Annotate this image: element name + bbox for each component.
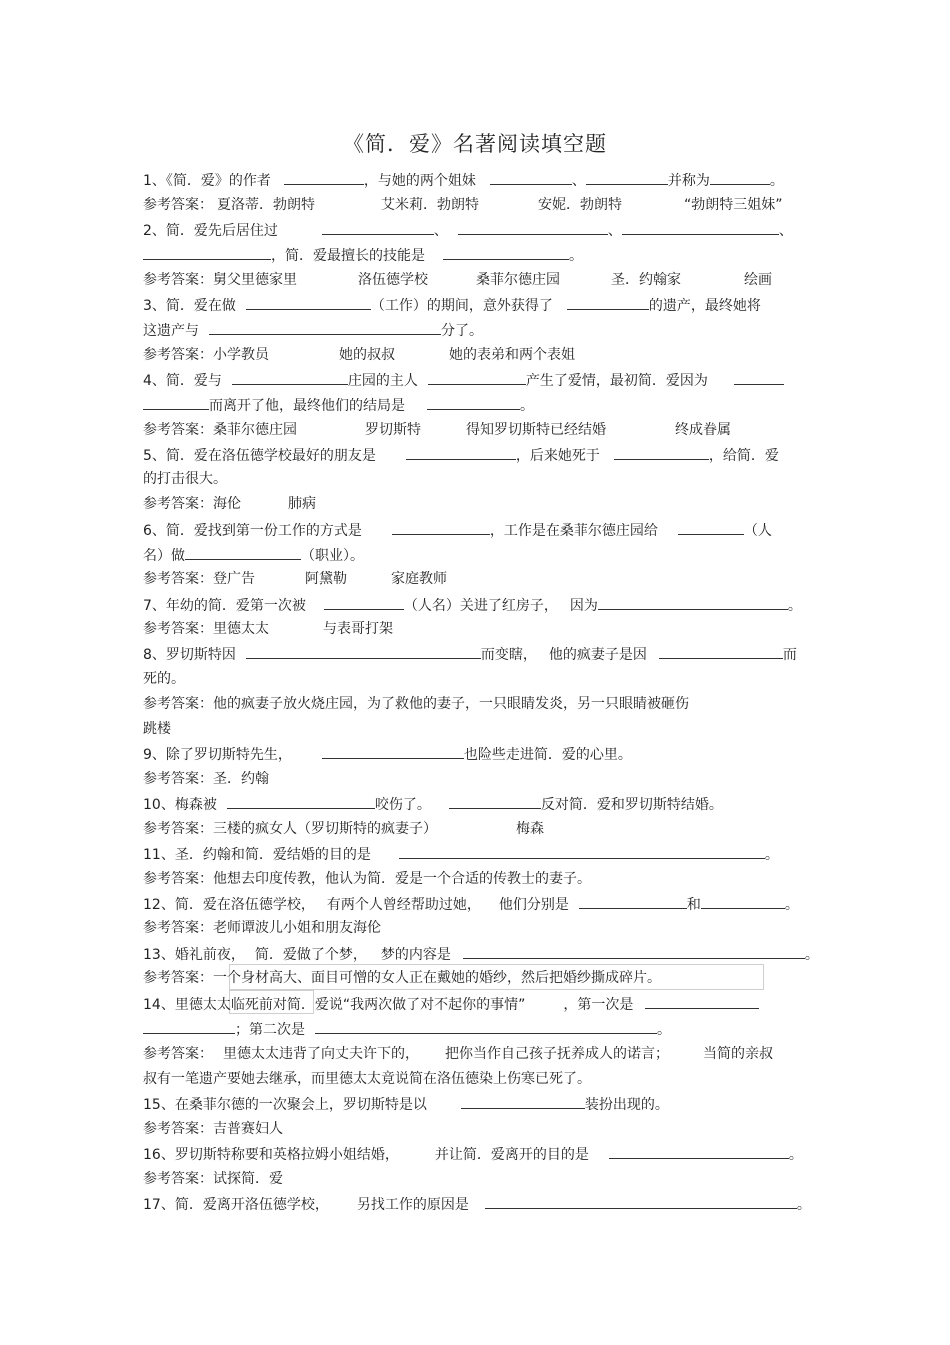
q4-blank-reason-cont[interactable] <box>143 395 209 410</box>
q12-text: 。 <box>784 897 799 913</box>
q6-text: ，工作是在桑菲尔德庄园给 <box>489 523 658 539</box>
answer-label: 参考答案： <box>143 496 213 512</box>
answer-item: 阿黛勒 <box>305 571 347 587</box>
q15-text: 15、在桑菲尔德的一次聚会上，罗切斯特是以 <box>143 1097 427 1113</box>
q8-text: 他的疯妻子是因 <box>548 647 647 663</box>
q3-text: （工作）的期间，意外获得了 <box>370 298 553 314</box>
q8-blank-death[interactable] <box>659 644 783 659</box>
q6-text: 6、简．爱找到第一份工作的方式是 <box>143 523 362 539</box>
q8-blank-blind[interactable] <box>246 644 481 659</box>
answer-item: 海伦 <box>213 496 241 512</box>
answer-7 <box>143 619 393 639</box>
q10-text: 10、梅森被 <box>143 797 217 813</box>
q11-blank-purpose[interactable] <box>399 844 765 859</box>
question-4-cont <box>143 395 534 416</box>
answer-8-cont <box>143 719 171 739</box>
answer-item: 肺病 <box>288 496 316 512</box>
answer-item: 吉普赛妇人 <box>213 1121 283 1137</box>
q15-text: 装扮出现的。 <box>584 1097 669 1113</box>
answer-16 <box>143 1169 283 1189</box>
answer-label: 参考答案： <box>143 920 213 936</box>
question-9 <box>143 744 632 765</box>
answer-item: 桑菲尔德庄园 <box>476 272 560 288</box>
q1-text: 并称为 <box>667 173 710 189</box>
answer-10 <box>143 819 544 839</box>
q8-text: 死的。 <box>143 671 185 687</box>
answer-11 <box>143 869 591 889</box>
q8-text: 而变瞎， <box>480 647 537 663</box>
q4-text: 。 <box>520 398 534 414</box>
q4-text: 4、简．爱与 <box>143 373 222 389</box>
question-2-cont <box>143 245 583 266</box>
q7-text: 因为 <box>569 598 598 614</box>
q2-text: 、 <box>607 223 622 239</box>
answer-item: 绘画 <box>744 272 772 288</box>
q4-blank-ending[interactable] <box>427 395 520 410</box>
question-6-cont <box>143 545 364 566</box>
q13-text: 梦的内容是 <box>380 947 451 963</box>
question-13 <box>143 944 819 965</box>
answer-item: 梅森 <box>516 821 544 837</box>
q10-text: 咬伤了。 <box>374 797 431 813</box>
q2-blank-1[interactable] <box>322 220 434 235</box>
q2-text: 。 <box>569 248 583 264</box>
q11-text: 11、圣．约翰和简．爱结婚的目的是 <box>143 847 371 863</box>
question-5 <box>143 445 779 466</box>
q16-text: 。 <box>788 1147 803 1163</box>
answer-13 <box>143 968 661 988</box>
answer-item: 洛伍德学校 <box>358 272 428 288</box>
answer-item: 把你当作自己孩子抚养成人的诺言； <box>445 1046 669 1062</box>
q13-text: 简．爱做了个梦， <box>254 947 367 963</box>
q2-blank-3[interactable] <box>622 220 779 235</box>
q14-blank-1[interactable] <box>645 994 759 1009</box>
answer-label: 参考答案： <box>143 621 213 637</box>
q3-text: 分了。 <box>441 323 483 339</box>
answer-5 <box>143 494 316 514</box>
q12-blank-1[interactable] <box>579 894 687 909</box>
q4-text: 而离开了他，最终他们的结局是 <box>209 398 405 414</box>
q6-blank-job[interactable] <box>185 545 301 560</box>
q1-text: 1、《简．爱》的作者 <box>143 173 271 189</box>
q16-text: 并让简．爱离开的目的是 <box>434 1147 589 1163</box>
answer-item: 桑菲尔德庄园 <box>213 422 297 438</box>
answer-item: 三楼的疯女人（罗切斯特的疯妻子） <box>213 821 437 837</box>
answer-item: 终成眷属 <box>675 422 731 438</box>
answer-label: 参考答案： <box>143 871 213 887</box>
q1-blank-sister1[interactable] <box>490 170 572 185</box>
q14-text: ；第二次是 <box>235 1022 305 1038</box>
answer-label: 参考答案： <box>143 422 213 438</box>
q7-blank-reason[interactable] <box>598 595 788 610</box>
q9-text: 也险些走进简．爱的心里。 <box>463 747 632 763</box>
answer-item: 夏洛蒂．勃朗特 <box>217 197 315 213</box>
question-8-cont <box>143 669 185 689</box>
q5-blank-disease[interactable] <box>614 445 709 460</box>
question-16 <box>143 1144 803 1165</box>
answer-item: 里德太太违背了向丈夫许下的， <box>223 1046 419 1062</box>
answer-item: 圣．约翰家 <box>611 272 681 288</box>
answer-item: 小学教员 <box>213 347 269 363</box>
answer-6 <box>143 569 447 589</box>
answer-12 <box>143 918 381 938</box>
q7-blank-person[interactable] <box>324 595 404 610</box>
question-2 <box>143 220 793 241</box>
answer-15 <box>143 1119 283 1139</box>
q16-blank-purpose[interactable] <box>609 1144 789 1159</box>
q5-text: 5、简．爱在洛伍德学校最好的朋友是 <box>143 448 376 464</box>
q9-blank-person[interactable] <box>322 744 464 759</box>
question-3-cont <box>143 320 483 341</box>
answer-label: 参考答案： <box>143 1171 213 1187</box>
q7-text: （人名）关进了红房子， <box>403 598 558 614</box>
question-1 <box>143 170 784 191</box>
answer-item: 里德太太 <box>213 621 269 637</box>
answer-item: 与表哥打架 <box>323 621 393 637</box>
q2-blank-2[interactable] <box>458 220 608 235</box>
question-12 <box>143 894 799 915</box>
q14-text: ．爱说“我两次做了对不起你的事情” <box>300 997 526 1013</box>
answer-label: 参考答案： <box>143 696 213 712</box>
q14-blank-2[interactable] <box>315 1019 657 1034</box>
answer-item: 她的叔叔 <box>339 347 395 363</box>
q5-blank-friend[interactable] <box>406 445 516 460</box>
q2-blank-skill[interactable] <box>443 245 569 260</box>
q14-text: 14、里德太太临死前对简 <box>143 997 301 1013</box>
q1-blank-title[interactable] <box>710 170 770 185</box>
answer-item: 他的疯妻子放火烧庄园，为了救他的妻子，一只眼睛发炎，另一只眼睛被砸伤 <box>213 696 689 712</box>
answer-1 <box>143 195 783 215</box>
answer-item: 叔有一笔遗产要她去继承，而里德太太竟说简在洛伍德染上伤寒已死了。 <box>143 1071 591 1087</box>
question-7 <box>143 595 802 616</box>
q2-text: 、 <box>433 223 448 239</box>
page-title: 《简．爱》名著阅读填空题 <box>343 132 607 156</box>
q2-blank-4[interactable] <box>143 245 271 260</box>
q3-blank-relative[interactable] <box>567 295 649 310</box>
question-14-cont <box>143 1019 671 1040</box>
q2-text: ，简．爱最擅长的技能是 <box>271 248 425 264</box>
q3-text: 3、简．爱在做 <box>143 298 236 314</box>
q4-blank-owner[interactable] <box>428 370 526 385</box>
q5-text: ，给简．爱 <box>708 448 779 464</box>
q1-text: 。 <box>769 173 784 189</box>
q7-text: 。 <box>787 598 802 614</box>
question-5-cont <box>143 469 227 489</box>
answer-item: 安妮．勃朗特 <box>538 197 622 213</box>
q4-text: 产生了爱情，最初简．爱因为 <box>525 373 708 389</box>
question-14 <box>143 994 759 1015</box>
q17-text: 另找工作的原因是 <box>356 1197 469 1213</box>
q12-text: 12、简．爱在洛伍德学校， <box>143 897 315 913</box>
q1-blank-sister2[interactable] <box>586 170 668 185</box>
q14-text: 。 <box>657 1022 671 1038</box>
question-11 <box>143 844 779 865</box>
q14-blank-1-cont[interactable] <box>143 1019 235 1034</box>
answer-2 <box>143 270 772 290</box>
q10-blank-opponent[interactable] <box>449 794 541 809</box>
answer-item: 圣．约翰 <box>213 771 269 787</box>
answer-item: 登广告 <box>213 571 255 587</box>
q1-blank-author[interactable] <box>284 170 364 185</box>
answer-label: 参考答案： <box>143 571 213 587</box>
q13-text: 。 <box>804 947 819 963</box>
q5-text: 的打击很大。 <box>143 471 227 487</box>
q6-text: （人 <box>743 523 772 539</box>
answer-14-cont <box>143 1069 591 1089</box>
answer-item: 试探简．爱 <box>213 1171 283 1187</box>
q10-blank-attacker[interactable] <box>227 794 375 809</box>
question-6 <box>143 520 772 541</box>
q12-text: 和 <box>686 897 701 913</box>
q3-text: 这遗产与 <box>143 323 199 339</box>
q3-text: 的遗产，最终她将 <box>648 298 761 314</box>
answer-label: 参考答案： <box>143 771 213 787</box>
answer-item: 舅父里德家里 <box>213 272 297 288</box>
question-17 <box>143 1194 811 1215</box>
q6-blank-method[interactable] <box>392 520 490 535</box>
q13-blank-dream[interactable] <box>463 944 805 959</box>
q8-text: 而 <box>782 647 797 663</box>
q12-blank-2[interactable] <box>701 894 785 909</box>
answer-label: 参考答案： <box>143 970 213 986</box>
q17-blank-reason[interactable] <box>485 1194 797 1209</box>
answer-item: 当简的亲叔 <box>703 1046 773 1062</box>
q1-text: 、 <box>571 173 586 189</box>
question-4 <box>143 370 784 391</box>
q2-text: 、 <box>778 223 793 239</box>
question-15 <box>143 1094 669 1115</box>
answer-item: 艾米莉．勃朗特 <box>381 197 479 213</box>
answer-item: 老师谭波儿小姐和朋友海伦 <box>213 920 381 936</box>
q17-text: 。 <box>796 1197 811 1213</box>
answer-item: 罗切斯特 <box>365 422 421 438</box>
q6-text: 名）做 <box>143 548 185 564</box>
answer-item: 一个身材高大、面目可憎的女人正在戴她的婚纱，然后把婚纱撕成碎片。 <box>213 970 661 986</box>
q17-text: 17、简．爱离开洛伍德学校， <box>143 1197 329 1213</box>
answer-label: 参考答案： <box>143 821 213 837</box>
q3-blank-share[interactable] <box>209 320 441 335</box>
q1-text: ，与她的两个姐妹 <box>363 173 476 189</box>
answer-label: 参考答案： <box>143 197 213 213</box>
q4-blank-estate[interactable] <box>232 370 348 385</box>
q7-text: 7、年幼的简．爱第一次被 <box>143 598 306 614</box>
q3-blank-job[interactable] <box>246 295 371 310</box>
answer-item: 得知罗切斯特已经结婚 <box>466 422 606 438</box>
question-8 <box>143 644 797 665</box>
q10-text: 反对简．爱和罗切斯特结婚。 <box>540 797 723 813</box>
q16-text: 16、罗切斯特称要和英格拉姆小姐结婚， <box>143 1147 399 1163</box>
answer-label: 参考答案： <box>143 347 213 363</box>
answer-label: 参考答案： <box>143 1121 213 1137</box>
answer-item: 跳楼 <box>143 721 171 737</box>
answer-8 <box>143 694 689 714</box>
answer-item: 家庭教师 <box>391 571 447 587</box>
answer-3 <box>143 345 575 365</box>
q12-text: 有两个人曾经帮助过她， <box>326 897 481 913</box>
answer-label: 参考答案： <box>143 1046 213 1062</box>
answer-9 <box>143 769 269 789</box>
q9-text: 9、除了罗切斯特先生， <box>143 747 292 763</box>
q5-text: ，后来她死于 <box>515 448 600 464</box>
q15-blank-disguise[interactable] <box>461 1094 585 1109</box>
answer-item: 她的表弟和两个表姐 <box>449 347 575 363</box>
q6-blank-person[interactable] <box>678 520 744 535</box>
q12-text: 他们分别是 <box>498 897 569 913</box>
q2-text: 2、简．爱先后居住过 <box>143 223 278 239</box>
answer-item: 他想去印度传教，他认为简．爱是一个合适的传教士的妻子。 <box>213 871 591 887</box>
q14-text: ，第一次是 <box>563 997 634 1013</box>
answer-4 <box>143 420 731 440</box>
answer-item: “勃朗特三姐妹” <box>684 197 783 213</box>
question-10 <box>143 794 723 815</box>
answer-label: 参考答案： <box>143 272 213 288</box>
q4-text: 庄园的主人 <box>347 373 418 389</box>
q8-text: 8、罗切斯特因 <box>143 647 236 663</box>
answer-14 <box>143 1044 773 1064</box>
question-3 <box>143 295 761 316</box>
q6-text: （职业）。 <box>301 548 364 564</box>
q11-text: 。 <box>764 847 779 863</box>
q13-text: 13、婚礼前夜， <box>143 947 245 963</box>
q4-blank-reason[interactable] <box>734 370 784 385</box>
